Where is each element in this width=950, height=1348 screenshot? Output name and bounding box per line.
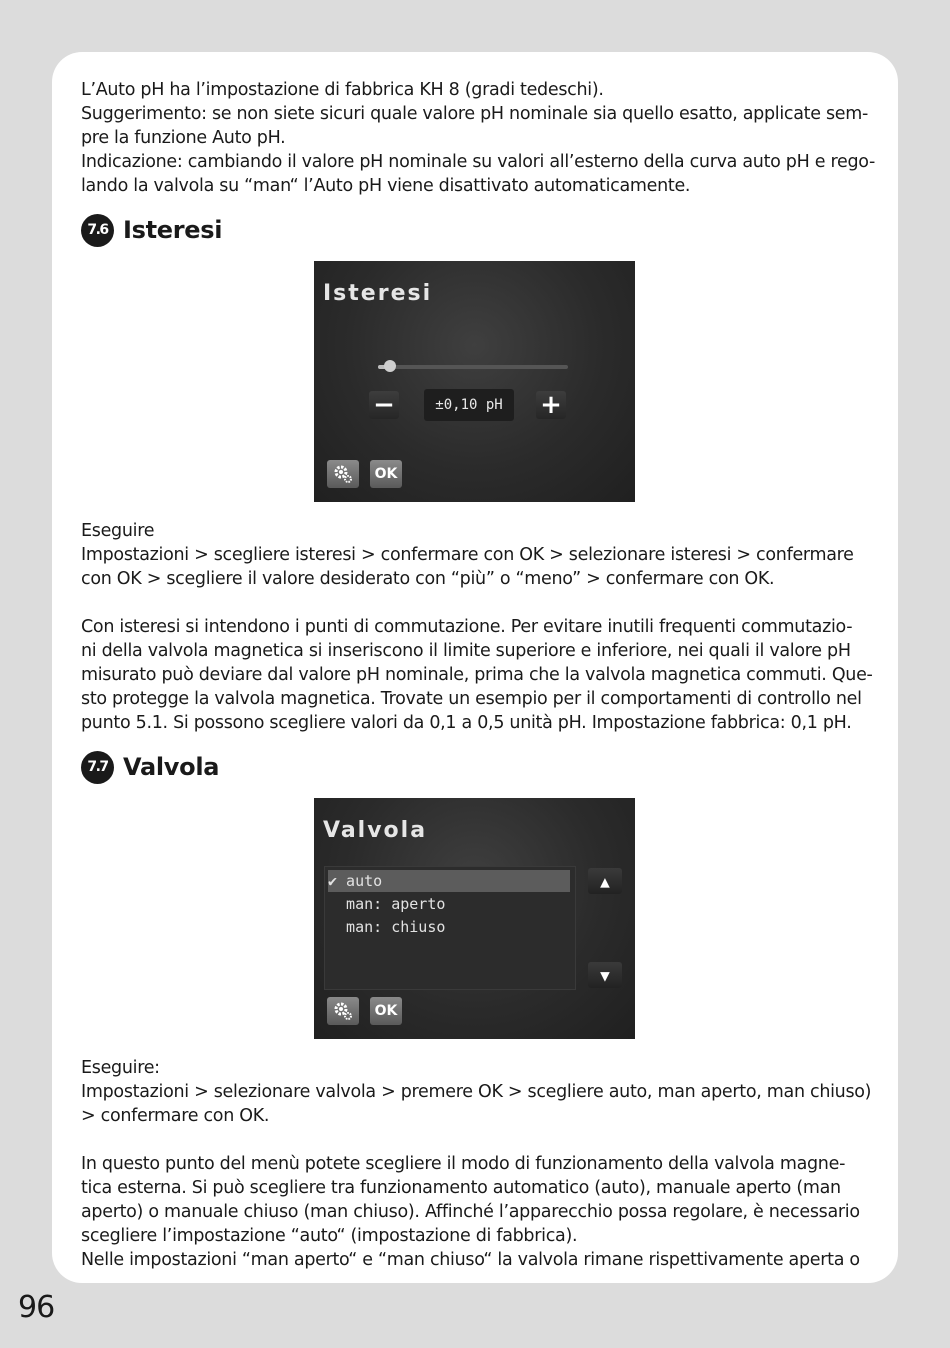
text-line: Con isteresi si intendono i punti di commutazione. Per evitare inutili frequenti commutazio- bbox=[81, 617, 853, 637]
valve-mode-list[interactable] bbox=[324, 866, 576, 990]
isteresi-steps bbox=[81, 519, 881, 591]
text-line: > confermare con OK. bbox=[81, 1106, 270, 1126]
section-heading-valvola bbox=[81, 751, 219, 783]
slider-knob[interactable] bbox=[384, 360, 396, 372]
screen-title: Valvola bbox=[323, 818, 428, 843]
arrow-up-icon: ▲ bbox=[600, 871, 610, 891]
text-line: Indicazione: cambiando il valore pH nominale su valori all’esterno della curva auto pH e rego- bbox=[81, 152, 876, 172]
intro-paragraph bbox=[81, 78, 881, 198]
section-title: Isteresi bbox=[123, 216, 223, 244]
valvola-steps bbox=[81, 1056, 881, 1128]
isteresi-screen bbox=[314, 261, 635, 502]
text-line: L’Auto pH ha l’impostazione di fabbrica KH 8 (gradi tedeschi). bbox=[81, 80, 604, 100]
isteresi-description bbox=[81, 615, 881, 735]
page-number: 96 bbox=[18, 1290, 55, 1325]
text-line: Nelle impostazioni “man aperto“ e “man chiuso“ la valvola rimane rispettivamente aperta o bbox=[81, 1250, 860, 1270]
hysteresis-slider[interactable] bbox=[378, 365, 568, 369]
valvola-screen bbox=[314, 798, 635, 1039]
text-line: misurato può deviare dal valore pH nominale, prima che la valvola magnetica commuti. Que- bbox=[81, 665, 873, 685]
valvola-description bbox=[81, 1152, 881, 1272]
option-auto[interactable]: ✔ auto bbox=[328, 870, 570, 892]
text-line: In questo punto del menù potete scegliere il modo di funzionamento della valvola magne- bbox=[81, 1154, 846, 1174]
text-line: aperto) o manuale chiuso (man chiuso). Affinché l’apparecchio possa regolare, è necessario bbox=[81, 1202, 860, 1222]
text-line: Eseguire bbox=[81, 521, 155, 541]
section-number-badge: 7.6 bbox=[81, 214, 114, 247]
gear-icon bbox=[333, 1001, 353, 1021]
text-line: lando la valvola su “man“ l’Auto pH viene disattivato automaticamente. bbox=[81, 176, 691, 196]
minus-button[interactable]: − bbox=[369, 391, 399, 419]
section-number-badge: 7.7 bbox=[81, 751, 114, 784]
plus-button[interactable]: + bbox=[536, 391, 566, 419]
settings-button[interactable] bbox=[327, 460, 359, 488]
ok-button[interactable]: OK bbox=[370, 997, 402, 1025]
section-heading-isteresi bbox=[81, 214, 222, 246]
option-man-aperto[interactable]: man: aperto bbox=[328, 895, 446, 913]
screen-title: Isteresi bbox=[323, 281, 433, 306]
text-line: tica esterna. Si può scegliere tra funzionamento automatico (auto), manuale aperto (man bbox=[81, 1178, 841, 1198]
arrow-down-icon: ▼ bbox=[600, 965, 610, 985]
section-title: Valvola bbox=[123, 753, 220, 781]
text-line: con OK > scegliere il valore desiderato con “più” o “meno” > confermare con OK. bbox=[81, 569, 775, 589]
text-line: Impostazioni > scegliere isteresi > confermare con OK > selezionare isteresi > confermare bbox=[81, 545, 854, 565]
text-line: Impostazioni > selezionare valvola > premere OK > scegliere auto, man aperto, man chiuso) bbox=[81, 1082, 872, 1102]
settings-button[interactable] bbox=[327, 997, 359, 1025]
text-line: pre la funzione Auto pH. bbox=[81, 128, 286, 148]
text-line: punto 5.1. Si possono scegliere valori da 0,1 a 0,5 unità pH. Impostazione fabbrica: 0,1 pH. bbox=[81, 713, 852, 733]
text-line: sto protegge la valvola magnetica. Trovate un esempio per il comportamenti di controllo nel bbox=[81, 689, 862, 709]
scroll-up-button[interactable] bbox=[588, 868, 622, 894]
text-line: ni della valvola magnetica si inseriscono il limite superiore e inferiore, nei quali il valore pH bbox=[81, 641, 851, 661]
option-man-chiuso[interactable]: man: chiuso bbox=[328, 918, 446, 936]
hysteresis-value: ±0,10 pH bbox=[424, 389, 514, 421]
page-card bbox=[52, 52, 898, 1283]
gear-icon bbox=[333, 464, 353, 484]
text-line: Eseguire: bbox=[81, 1058, 160, 1078]
text-line: Suggerimento: se non siete sicuri quale valore pH nominale sia quello esatto, applicate sem- bbox=[81, 104, 869, 124]
scroll-down-button[interactable] bbox=[588, 962, 622, 988]
text-line: scegliere l’impostazione “auto“ (impostazione di fabbrica). bbox=[81, 1226, 578, 1246]
ok-button[interactable]: OK bbox=[370, 460, 402, 488]
